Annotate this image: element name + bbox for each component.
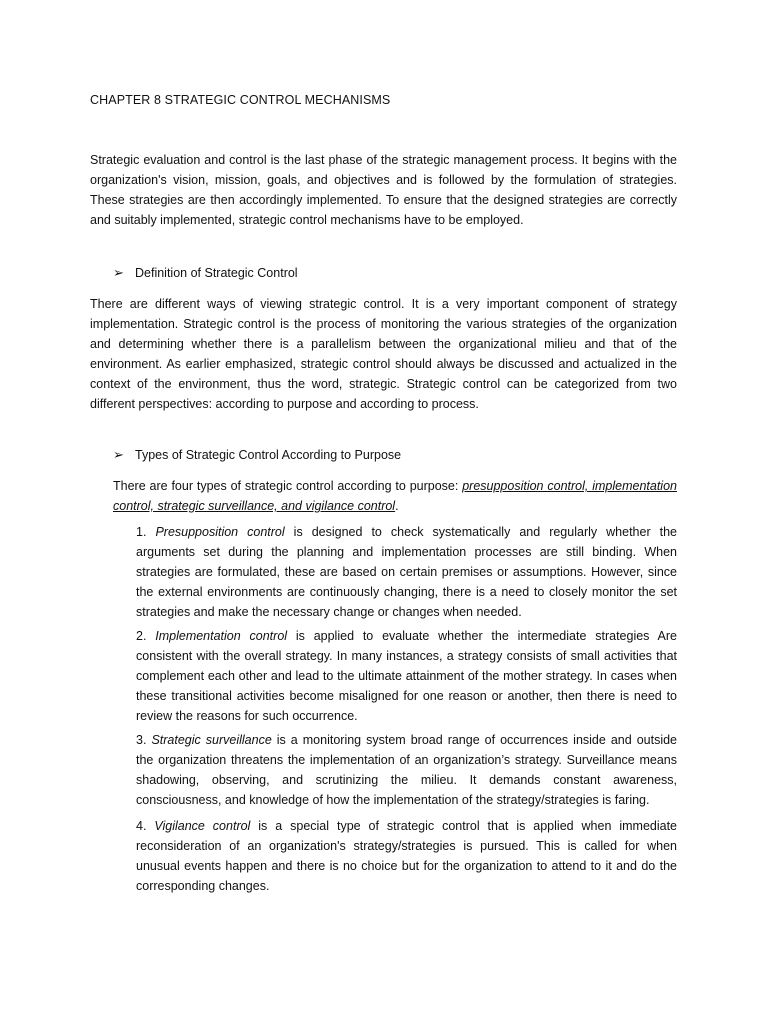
arrow-bullet-icon: ➢ xyxy=(113,447,124,462)
list-item-implementation xyxy=(136,626,677,726)
types-intro-text: There are four types of strategic control according to purpose: xyxy=(113,479,463,493)
list-item-text: is designed to check systematically and regularly whether the arguments set during the planning and implementation processes are still binding. When strategies are formulated, these are based on certain premises or assumptions. However, since the external environments are continuously changing, there is a need to closely monitor the set strategies and make the necessary change or changes when needed. xyxy=(136,525,677,619)
types-intro-paragraph xyxy=(113,476,677,516)
list-item-number: 2. xyxy=(136,629,156,643)
list-item-term: Strategic surveillance xyxy=(151,733,272,747)
section-heading-definition xyxy=(113,265,298,281)
section-heading-types xyxy=(113,447,401,463)
list-item-text: is applied to evaluate whether the intermediate strategies Are consistent with the overall strategy. In many instances, a strategy consists of small activities that complement each other and lead to the ultimate attainment of the mother strategy. In cases when these transitional activities become misaligned for one reason or another, then there is need to review the reasons for such occurrence. xyxy=(136,629,677,723)
intro-paragraph: Strategic evaluation and control is the last phase of the strategic management process. It begins with the organization's vision, mission, goals, and objectives and is followed by the formulation of strategies. These strategies are then accordingly implemented. To ensure that the designed strategies are correctly and suitably implemented, strategic control mechanisms have to be employed. xyxy=(90,153,677,227)
list-item-term: Vigilance control xyxy=(154,819,251,833)
types-intro-emphasis: presupposition control, implementation control, strategic surveillance, and vigilance control xyxy=(113,479,677,513)
list-item-number: 1. xyxy=(136,525,156,539)
list-item-term: Presupposition control xyxy=(155,525,285,539)
section-heading-label: Types of Strategic Control According to Purpose xyxy=(135,448,402,462)
list-item-number: 4. xyxy=(136,819,155,833)
chapter-title: CHAPTER 8 STRATEGIC CONTROL MECHANISMS xyxy=(90,93,391,107)
list-item-presupposition xyxy=(136,522,677,622)
types-intro-end: . xyxy=(395,499,399,513)
list-item-vigilance xyxy=(136,816,677,896)
list-item-text: is a special type of strategic control that is applied when immediate reconsideration of an organization's strategy/strategies is pursued. This is called for when unusual events happen and there is no choice but for the organization to attend to it and do the corresponding changes. xyxy=(136,819,678,893)
section-heading-label: Definition of Strategic Control xyxy=(135,266,298,280)
list-item-number: 3. xyxy=(136,733,152,747)
list-item-surveillance xyxy=(136,730,677,810)
arrow-bullet-icon: ➢ xyxy=(113,265,124,280)
list-item-term: Implementation control xyxy=(155,629,288,643)
definition-paragraph: There are different ways of viewing strategic control. It is a very important component of strategy implementation. Strategic control is the process of monitoring the various strategies of the organization and determining whether there is a parallelism between the organizational milieu and that of the environment. As earlier emphasized, strategic control should always be discussed and actualized in the context of the environment, thus the word, strategic. Strategic control can be categorized from two different perspectives: according to purpose and according to process. xyxy=(90,297,677,411)
list-item-text: is a monitoring system broad range of occurrences inside and outside the organization threatens the implementation of an organization’s strategy. Surveillance means shadowing, observing, and scrutinizing the milieu. It demands constant awareness, consciousness, and knowledge of how the implementation of the strategy/strategies is faring. xyxy=(136,733,678,807)
